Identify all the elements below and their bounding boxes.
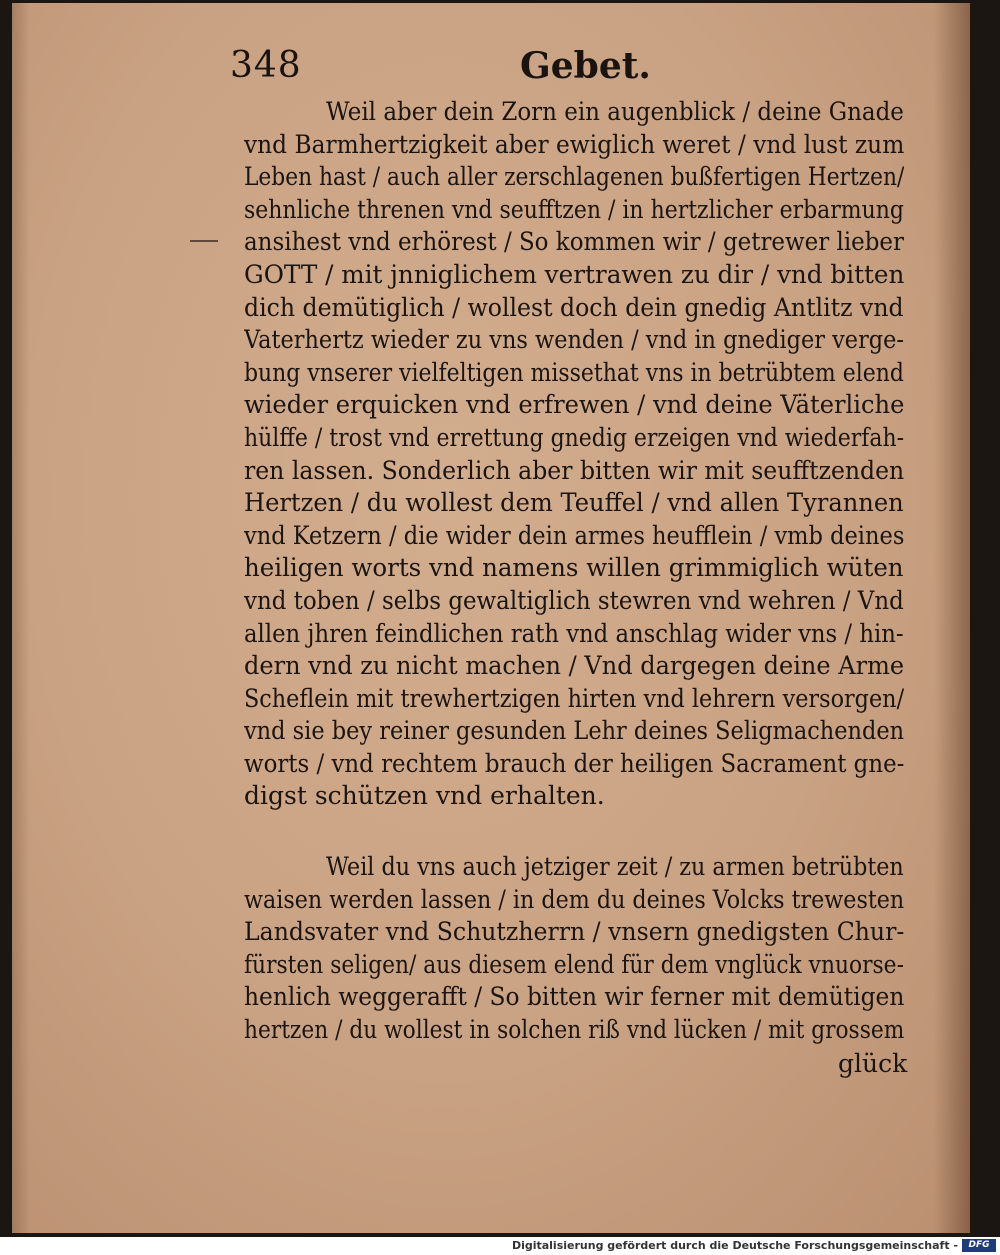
text-line: Hertzen / du wollest dem Teuffel / vnd allen Tyrannen — [244, 488, 904, 518]
text-line: digst schützen vnd erhalten. — [244, 781, 605, 811]
text-line: sehnliche threnen vnd seufftzen / in hertzlicher erbarmung — [244, 194, 904, 224]
text-line: wieder erquicken vnd erfrewen / vnd deine Väterliche — [244, 390, 904, 420]
prayer-paragraph-1 — [244, 96, 904, 813]
text-line: Weil aber dein Zorn ein augenblick / deine Gnade — [326, 97, 904, 126]
text-line: vnd sie bey reiner gesunden Lehr deines Seligmachenden — [244, 716, 904, 746]
running-title: Gebet. — [520, 45, 651, 87]
text-line: bung vnserer vielfeltigen missethat vns in betrübtem elend — [244, 357, 904, 387]
text-line: heiligen worts vnd namens willen grimmiglich wüten — [244, 553, 904, 583]
digitization-footer — [0, 1237, 1000, 1255]
catchword: glück — [838, 1049, 908, 1078]
margin-mark — [190, 240, 218, 242]
text-line: dich demütiglich / wollest doch dein gnedig Antlitz vnd — [244, 292, 904, 322]
text-line: Scheflein mit trewhertzigen hirten vnd lehrern versorgen/ — [244, 683, 904, 713]
text-line: hertzen / du wollest in solchen riß vnd lücken / mit grossem — [244, 1014, 904, 1044]
text-line: dern vnd zu nicht machen / Vnd dargegen deine Arme — [244, 651, 904, 681]
text-line: waisen werden lassen / in dem du deines Volcks trewesten — [244, 884, 904, 914]
text-line: ren lassen. Sonderlich aber bitten wir mit seufftzenden — [244, 455, 904, 485]
funding-credit: Digitalisierung gefördert durch die Deutsche Forschungsgemeinschaft - — [511, 1239, 958, 1252]
text-line: GOTT / mit jnniglichem vertrawen zu dir / vnd bitten — [244, 259, 904, 289]
prayer-paragraph-2 — [244, 851, 904, 1047]
text-line: vnd Ketzern / die wider dein armes heufflein / vmb deines — [244, 520, 904, 550]
dfg-logo: DFG — [962, 1239, 996, 1252]
text-line: Leben hast / auch aller zerschlagenen bußfertigen Hertzen/ — [244, 162, 904, 192]
text-line: Landsvater vnd Schutzherrn / vnsern gnedigsten Chur- — [244, 917, 904, 947]
text-line: Weil du vns auch jetziger zeit / zu armen betrübten — [326, 852, 904, 881]
text-line: worts / vnd rechtem brauch der heiligen Sacrament gne- — [244, 748, 904, 778]
page-binding-shadow — [12, 3, 30, 1233]
text-line: ansihest vnd erhörest / So kommen wir / getrewer lieber — [244, 227, 904, 257]
text-line: fürsten seligen/ aus diesem elend für dem vnglück vnuorse- — [244, 949, 904, 979]
page-edge-shadow — [934, 3, 970, 1233]
text-line: Vaterhertz wieder zu vns wenden / vnd in gnediger verge- — [244, 325, 904, 355]
text-line: vnd Barmhertzigkeit aber ewiglich weret / vnd lust zum — [244, 129, 904, 159]
page-number: 348 — [230, 45, 302, 86]
book-page — [12, 3, 970, 1233]
text-line: henlich weggerafft / So bitten wir ferner mit demütigen — [244, 982, 904, 1012]
text-line: hülffe / trost vnd errettung gnedig erzeigen vnd wiederfah- — [244, 422, 904, 452]
text-line: allen jhren feindlichen rath vnd anschlag wider vns / hin- — [244, 618, 904, 648]
text-line: vnd toben / selbs gewaltiglich stewren vnd wehren / Vnd — [244, 585, 904, 615]
